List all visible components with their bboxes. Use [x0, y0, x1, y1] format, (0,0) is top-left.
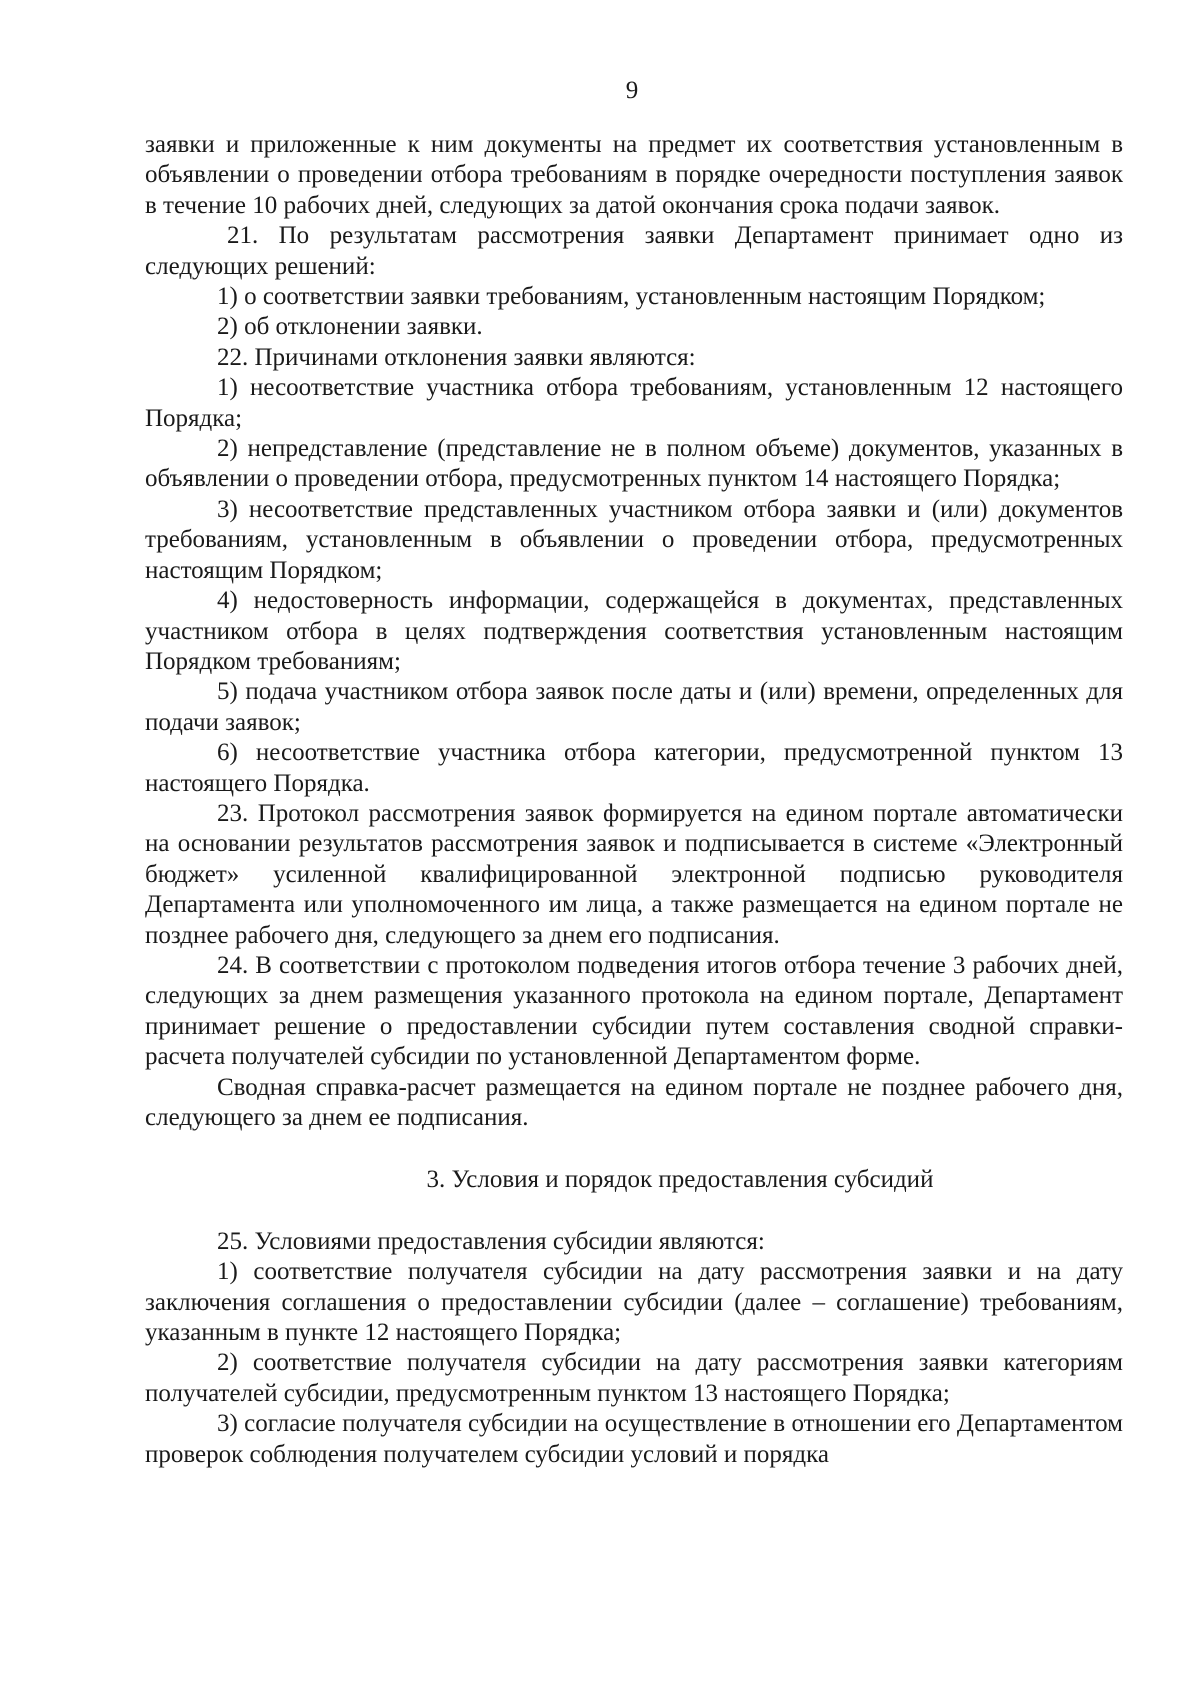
paragraph-item-25: 25. Условиями предоставления субсидии являются: [217, 1227, 765, 1255]
paragraph-item-25-2: 2) соответствие получателя субсидии на дату рассмотрения заявки категориям получателей субсидии, предусмотренным пунктом 13 настоящего Порядка; [145, 1349, 1123, 1407]
paragraph-item-22: 22. Причинами отклонения заявки являются: [217, 343, 696, 371]
paragraph-item-22-2: 2) непредставление (представление не в полном объеме) документов, указанных в объявлении о проведении отбора, предусмотренных пунктом 14 настоящего Порядка; [145, 435, 1123, 493]
document-body [145, 130, 1123, 1470]
paragraph-item-23: 23. Протокол рассмотрения заявок формируется на едином портале автоматически на основании результатов рассмотрения заявок и подписывается в системе «Электронный бюджет» усиленной квалифицированной электронной подписью руководителя Департамента или уполномоченного им лица, а также размещается на едином портале не позднее рабочего дня, следующего за днем его подписания. [145, 799, 1123, 949]
paragraph-continuation: заявки и приложенные к ним документы на предмет их соответствия установленным в объявлении о проведении отбора требованиям в порядке очередности поступления заявок в течение 10 рабочих дней, следующих за датой окончания срока подачи заявок. [145, 131, 1123, 219]
paragraph-item-25-1: 1) соответствие получателя субсидии на дату рассмотрения заявки и на дату заключения соглашения о предоставлении субсидии (далее – соглашение) требованиям, указанным в пункте 12 настоящего Порядка; [145, 1258, 1123, 1347]
paragraph-item-22-5: 5) подача участником отбора заявок после даты и (или) времени, определенных для подачи заявок; [145, 678, 1123, 736]
paragraph-item-21-2: 2) об отклонении заявки. [217, 313, 483, 341]
paragraph-summary-note: Сводная справка-расчет размещается на едином портале не позднее рабочего дня, следующего за днем ее подписания. [145, 1073, 1123, 1131]
paragraph-item-25-3: 3) согласие получателя субсидии на осуществление в отношении его Департаментом проверок соблюдения получателем субсидии условий и порядка [145, 1410, 1123, 1468]
paragraph-item-24: 24. В соответствии с протоколом подведения итогов отбора течение 3 рабочих дней, следующих за днем размещения указанного протокола на едином портале, Департамент принимает решение о предоставлении субсидии путем составления сводной справки-расчета получателей субсидии по установленной Департаментом форме. [145, 951, 1123, 1071]
paragraph-item-21: 21. По результатам рассмотрения заявки Департамент принимает одно из следующих решений: [145, 222, 1123, 280]
paragraph-item-22-6: 6) несоответствие участника отбора категории, предусмотренной пунктом 13 настоящего Порядка. [145, 739, 1123, 797]
paragraph-item-22-1: 1) несоответствие участника отбора требованиям, установленным 12 настоящего Порядка; [145, 374, 1123, 432]
page-number: 9 [625, 77, 639, 104]
paragraph-item-21-1: 1) о соответствии заявки требованиям, установленным настоящим Порядком; [217, 283, 1046, 311]
paragraph-item-22-3: 3) несоответствие представленных участником отбора заявки и (или) документов требованиям, установленным в объявлении о проведении отбора, предусмотренных настоящим Порядком; [145, 495, 1123, 584]
paragraph-item-22-4: 4) недостоверность информации, содержащейся в документах, представленных участником отбора в целях подтверждения соответствия установленным настоящим Порядком требованиям; [145, 587, 1123, 675]
section-heading: 3. Условия и порядок предоставления субсидий [426, 1166, 934, 1194]
